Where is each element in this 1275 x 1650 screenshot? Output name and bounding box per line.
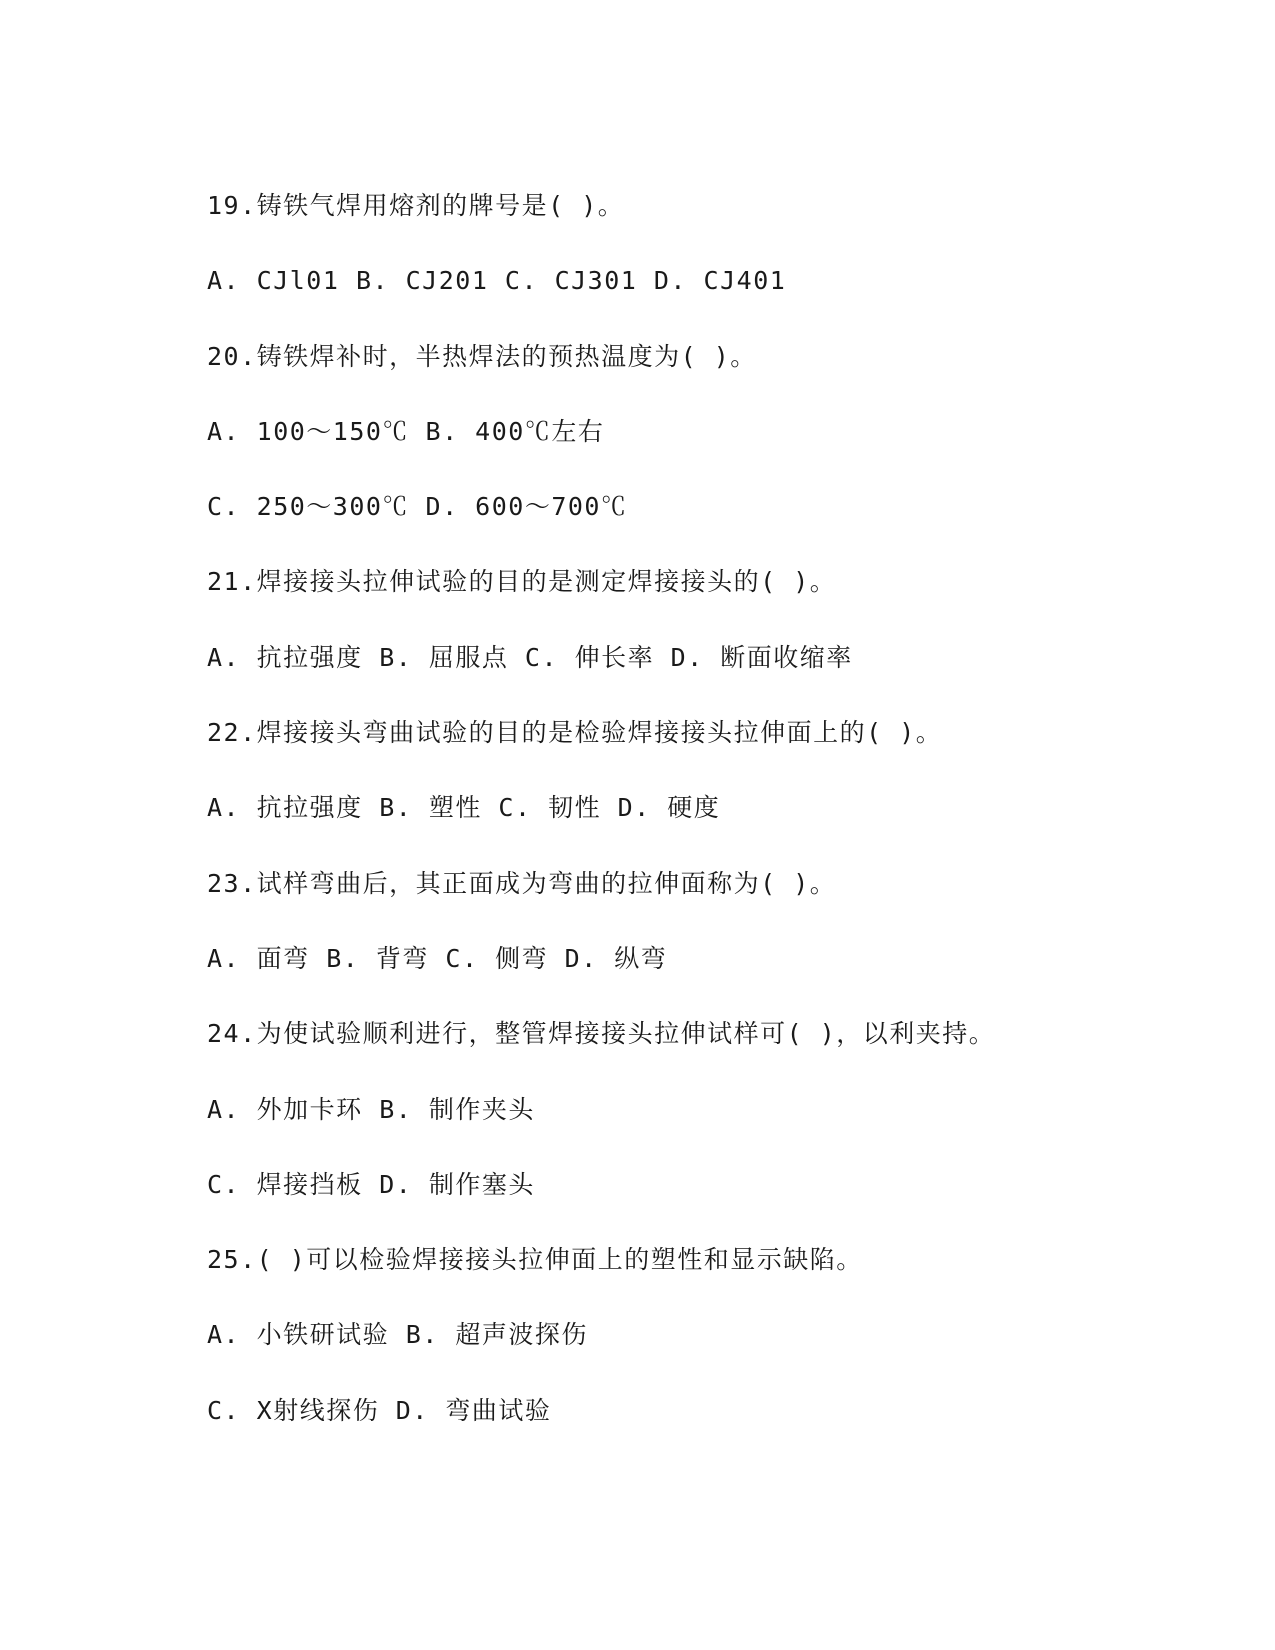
question-25-options-cd: C. X射线探伤 D. 弯曲试验 xyxy=(207,1395,552,1425)
question-24: 24.为使试验顺利进行，整管焊接接头拉伸试样可( )，以利夹持。 xyxy=(207,1019,996,1049)
question-21-options: A. 抗拉强度 B. 屈服点 C. 伸长率 D. 断面收缩率 xyxy=(207,642,853,672)
question-25-options-ab: A. 小铁研试验 B. 超声波探伤 xyxy=(207,1320,588,1350)
question-20: 20.铸铁焊补时，半热焊法的预热温度为( )。 xyxy=(207,341,757,371)
question-20-options-ab: A. 100～150℃ B. 400℃左右 xyxy=(207,416,605,446)
question-19-options: A. CJl01 B. CJ201 C. CJ301 D. CJ401 xyxy=(207,266,787,296)
question-23-options: A. 面弯 B. 背弯 C. 侧弯 D. 纵弯 xyxy=(207,943,668,973)
question-22-options: A. 抗拉强度 B. 塑性 C. 韧性 D. 硬度 xyxy=(207,793,721,823)
question-23: 23.试样弯曲后，其正面成为弯曲的拉伸面称为( )。 xyxy=(207,868,837,898)
question-25: 25.( )可以检验焊接接头拉伸面上的塑性和显示缺陷。 xyxy=(207,1245,863,1275)
question-22: 22.焊接接头弯曲试验的目的是检验焊接接头拉伸面上的( )。 xyxy=(207,718,943,748)
question-24-options-cd: C. 焊接挡板 D. 制作塞头 xyxy=(207,1169,535,1199)
question-24-options-ab: A. 外加卡环 B. 制作夹头 xyxy=(207,1094,535,1124)
question-21: 21.焊接接头拉伸试验的目的是测定焊接接头的( )。 xyxy=(207,567,837,597)
question-list xyxy=(207,180,1207,1460)
question-20-options-cd: C. 250～300℃ D. 600～700℃ xyxy=(207,492,628,522)
question-19: 19.铸铁气焊用熔剂的牌号是( )。 xyxy=(207,191,625,220)
